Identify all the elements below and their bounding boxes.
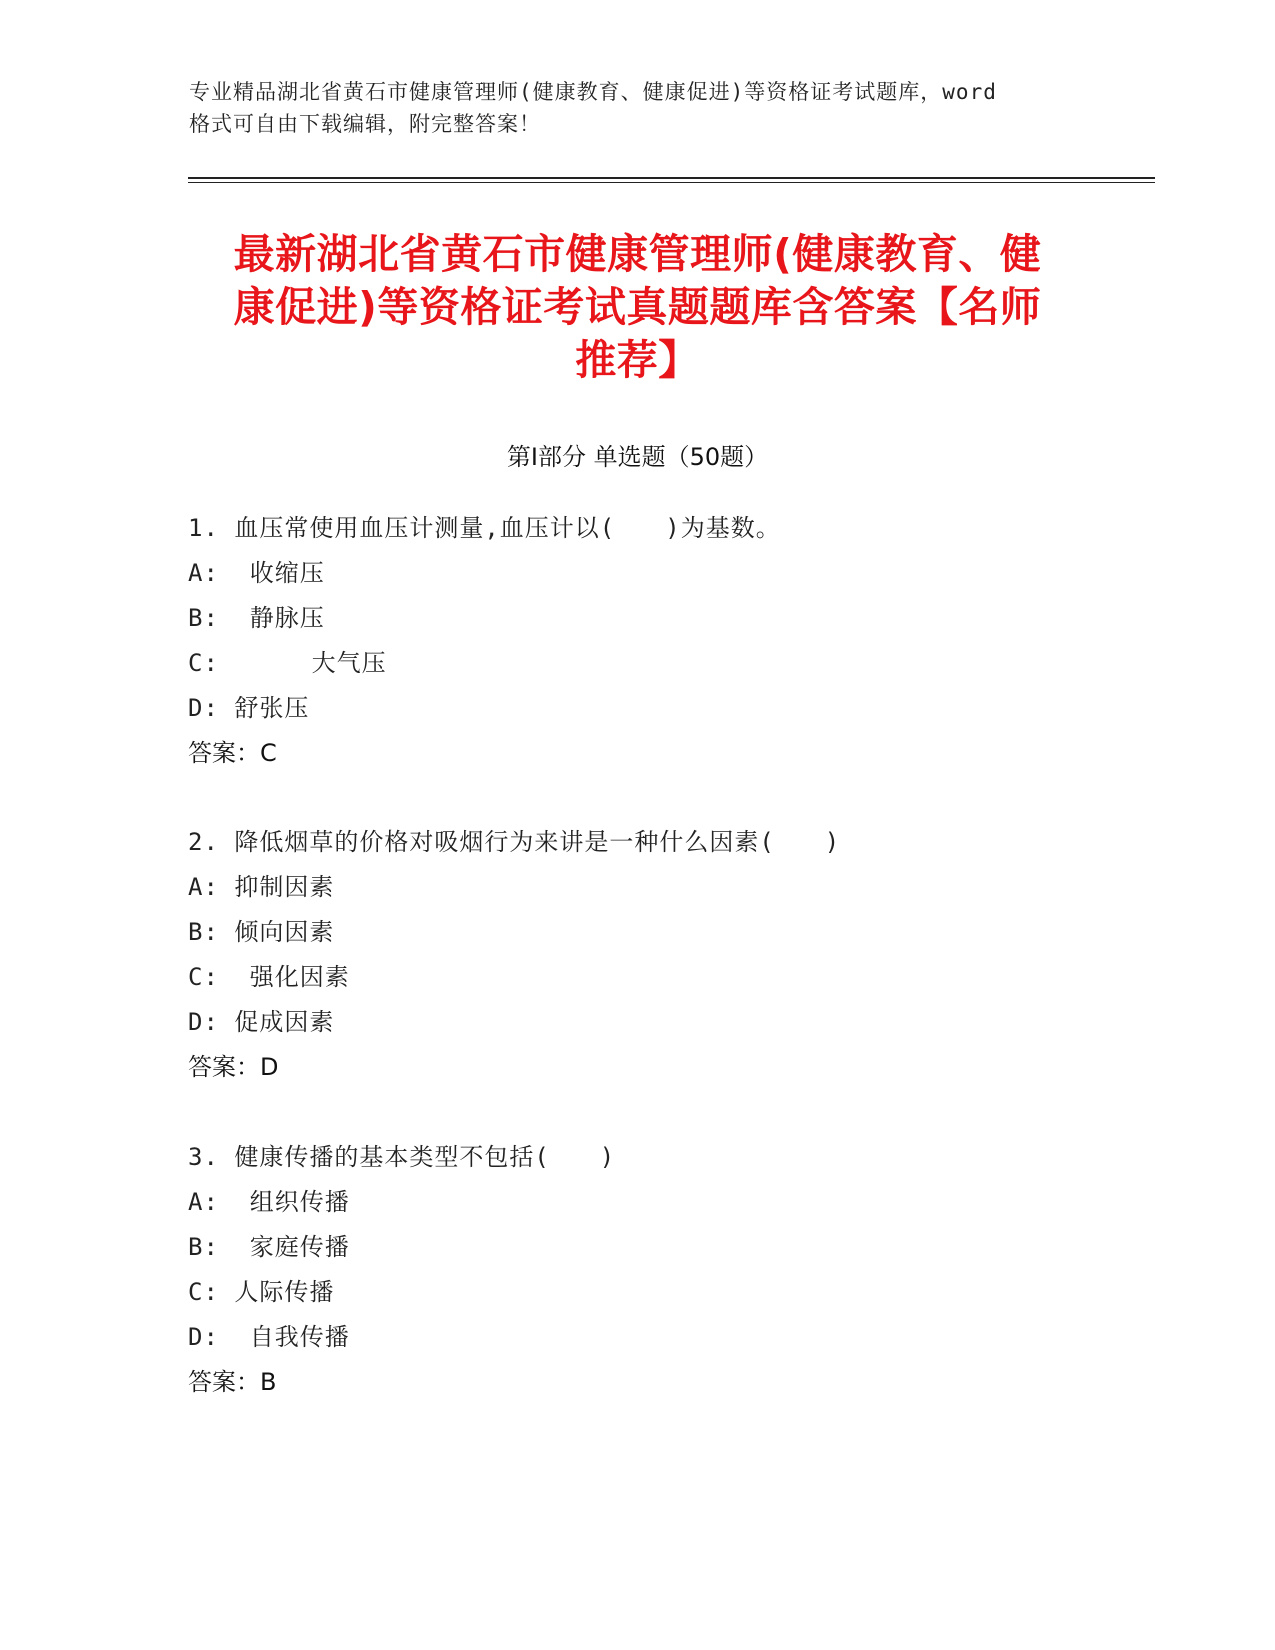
header-note-line1: 专业精品湖北省黄石市健康管理师(健康教育、健康促进)等资格证考试题库，word: [189, 80, 997, 104]
section-title: 第Ⅰ部分 单选题（50题）: [506, 443, 769, 471]
question-2: [188, 820, 1138, 1090]
header-note: [189, 76, 1089, 140]
header-divider-thick: [188, 177, 1155, 179]
option-a: A: 收缩压: [188, 559, 325, 587]
header-note-line2: 格式可自由下载编辑，附完整答案！: [189, 112, 541, 136]
question-3: [188, 1135, 1138, 1405]
option-a: A: 组织传播: [188, 1188, 350, 1216]
option-d: D: 自我传播: [188, 1323, 350, 1351]
answer-line: 答案：C: [188, 739, 277, 767]
option-c: C: 强化因素: [188, 963, 350, 991]
document-title-line1: 最新湖北省黄石市健康管理师(健康教育、健: [233, 230, 1042, 278]
option-a: A: 抑制因素: [188, 873, 335, 901]
answer-line: 答案：D: [188, 1053, 279, 1081]
option-d: D: 促成因素: [188, 1008, 335, 1036]
document-title: [185, 228, 1090, 387]
document-title-line2: 康促进)等资格证考试真题题库含答案【名师: [233, 283, 1042, 331]
document-title-line3: 推荐】: [575, 336, 700, 384]
question-stem: 3. 健康传播的基本类型不包括( ): [188, 1143, 616, 1171]
question-stem: 2. 降低烟草的价格对吸烟行为来讲是一种什么因素( ): [188, 828, 841, 856]
header-divider-thin: [188, 182, 1155, 183]
option-c: C: 人际传播: [188, 1278, 335, 1306]
question-stem: 1. 血压常使用血压计测量,血压计以( )为基数。: [188, 514, 781, 542]
option-b: B: 家庭传播: [188, 1233, 350, 1261]
option-b: B: 倾向因素: [188, 918, 335, 946]
question-1: [188, 506, 1138, 776]
answer-line: 答案：B: [188, 1368, 277, 1396]
option-c: C: 大气压: [188, 649, 387, 677]
option-b: B: 静脉压: [188, 604, 325, 632]
option-d: D: 舒张压: [188, 694, 310, 722]
